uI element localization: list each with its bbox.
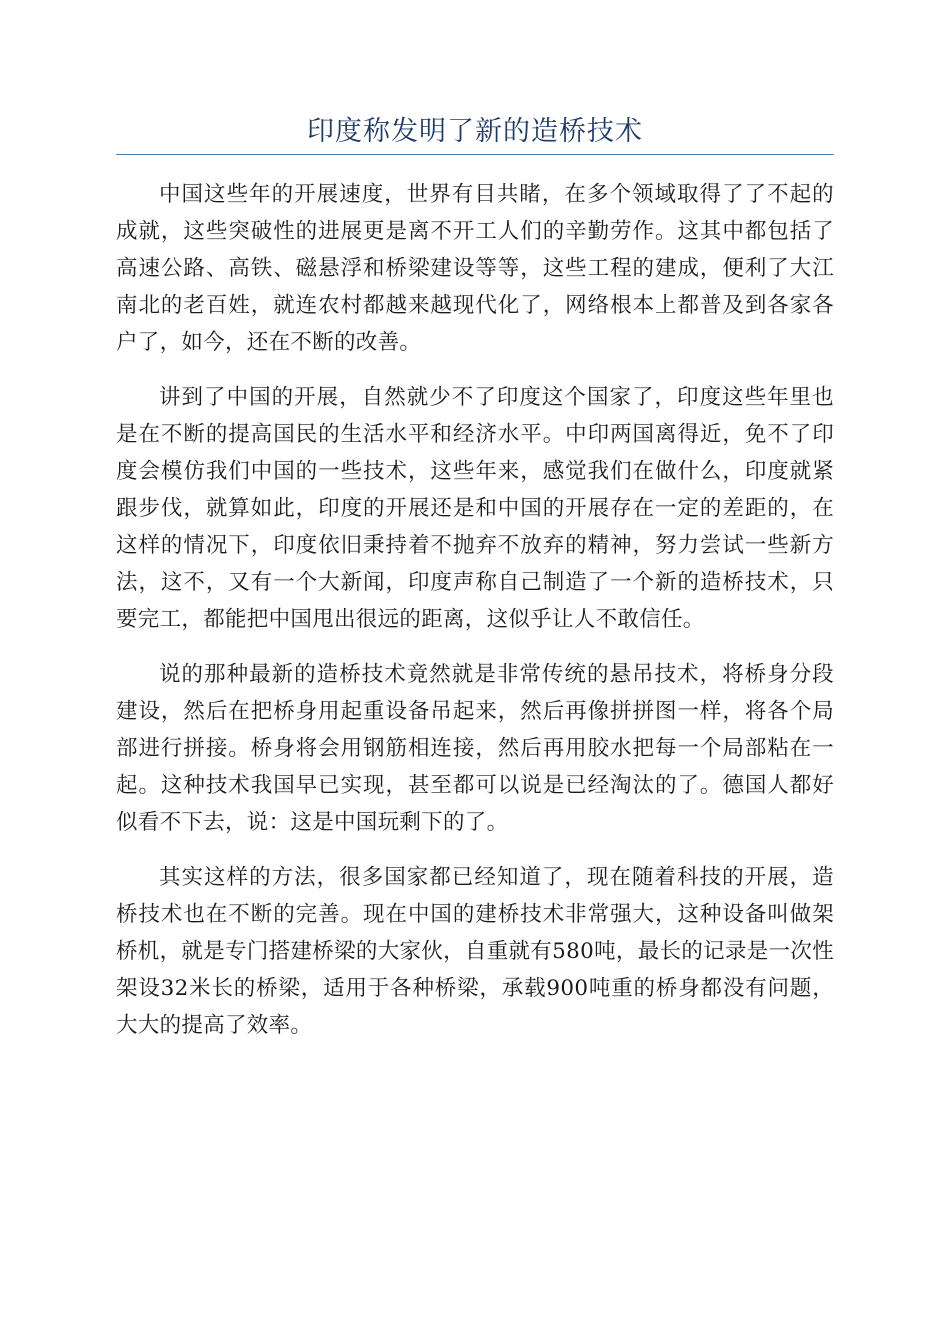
document-body — [116, 176, 834, 1062]
paragraph-2: 讲到了中国的开展，自然就少不了印度这个国家了，印度这些年里也是在不断的提高国民的生活水平和经济水平。中印两国离得近，免不了印度会模仿我们中国的一些技术，这些年来，感觉我们在做什么，印度就紧跟步伐，就算如此，印度的开展还是和中国的开展存在一定的差距的，在这样的情况下，印度依旧秉持着不抛弃不放弃的精神，努力尝试一些新方法，这不，又有一个大新闻，印度声称自己制造了一个新的造桥技术，只要完工，都能把中国甩出很远的距离，这似乎让人不敢信任。 — [116, 385, 834, 632]
paragraph-4: 其实这样的方法，很多国家都已经知道了，现在随着科技的开展，造桥技术也在不断的完善。现在中国的建桥技术非常强大，这种设备叫做架桥机，就是专门搭建桥梁的大家伙，自重就有580吨，最长的记录是一次性架设32米长的桥梁，适用于各种桥梁，承载900吨重的桥身都没有问题，大大的提高了效率。 — [116, 865, 834, 1038]
paragraph-3: 说的那种最新的造桥技术竟然就是非常传统的悬吊技术，将桥身分段建设，然后在把桥身用起重设备吊起来，然后再像拼拼图一样，将各个局部进行拼接。桥身将会用钢筋相连接，然后再用胶水把每一个局部粘在一起。这种技术我国早已实现，甚至都可以说是已经淘汰的了。德国人都好似看不下去，说：这是中国玩剩下的了。 — [116, 662, 834, 835]
document-title: 印度称发明了新的造桥技术 — [307, 116, 643, 147]
paragraph-1: 中国这些年的开展速度，世界有目共睹，在多个领域取得了了不起的成就，这些突破性的进展更是离不开工人们的辛勤劳作。这其中都包括了高速公路、高铁、磁悬浮和桥梁建设等等，这些工程的建成，便利了大江南北的老百姓，就连农村都越来越现代化了，网络根本上都普及到各家各户了，如今，还在不断的改善。 — [116, 182, 834, 355]
title-underline — [116, 154, 834, 155]
